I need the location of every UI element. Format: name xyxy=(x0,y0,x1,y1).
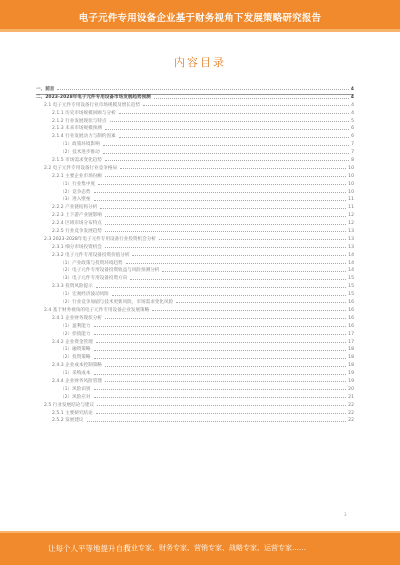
header-bar xyxy=(0,0,400,32)
toc-entry-page: 11 xyxy=(348,197,354,203)
toc-entry[interactable] xyxy=(36,315,354,323)
toc-entry-label: 2.3.2 电子元件专用设备投资价值分析 xyxy=(52,252,130,258)
toc-entry-page: 14 xyxy=(348,260,354,266)
toc-entry[interactable] xyxy=(36,370,354,378)
toc-entry-page: 6 xyxy=(351,126,354,132)
toc-entry-label: 2.1.1 历史市场规模回顾与分析 xyxy=(52,110,116,116)
toc-leader-dots xyxy=(105,231,346,232)
toc-entry-page: 7 xyxy=(351,150,354,156)
toc-entry-page: 13 xyxy=(348,229,354,235)
toc-leader-dots xyxy=(105,129,349,130)
toc-entry-label: （2）竞争态势 xyxy=(60,189,91,195)
toc-entry-label: 2.3.3 投资风险提示 xyxy=(52,284,93,290)
footer-slogan: 让每个人平等地提升自我 xyxy=(48,544,131,553)
toc-leader-dots xyxy=(97,405,346,406)
toc-entry-label: 2.2.5 行业竞争发展趋势 xyxy=(52,229,102,235)
toc-entry-label: 2.5 行业发展结论与建议 xyxy=(44,402,95,408)
toc-leader-dots xyxy=(103,145,349,146)
toc-entry-page: 19 xyxy=(348,371,354,377)
toc-entry-page: 12 xyxy=(348,213,354,219)
toc-entry-page: 18 xyxy=(348,347,354,353)
toc-entry-label: 2.1 电子元件专用设备行业市场规模及增长趋势 xyxy=(44,102,141,108)
footer-accent-line xyxy=(0,531,400,533)
toc-entry[interactable] xyxy=(36,307,354,315)
toc-entry-page: 4 xyxy=(351,110,354,116)
toc-leader-dots xyxy=(132,255,346,256)
toc-leader-dots xyxy=(143,105,349,106)
toc-leader-dots xyxy=(154,98,349,99)
toc-entry-page: 22 xyxy=(348,410,354,416)
toc-entry-label: 2.5.1 主要研究结论 xyxy=(52,410,93,416)
toc-leader-dots xyxy=(94,389,347,390)
toc-entry-label: 2.4 基于财务视角的电子元件专用设备企业发展策略 xyxy=(44,307,150,313)
toc-entry[interactable] xyxy=(36,189,354,197)
toc-leader-dots xyxy=(126,263,346,264)
toc-entry-page: 8 xyxy=(351,158,354,164)
table-of-contents xyxy=(36,86,354,425)
toc-entry-page: 22 xyxy=(348,402,354,408)
toc-entry-label: 2.4.4 企业财务风险管理 xyxy=(52,378,102,384)
toc-entry-label: 2.2.4 区域市场分布特点 xyxy=(52,221,102,227)
toc-entry-page: 22 xyxy=(348,418,354,424)
toc-entry[interactable] xyxy=(36,260,354,268)
toc-leader-dots xyxy=(119,137,349,138)
toc-entry-label: （2）投资策略 xyxy=(60,355,91,361)
toc-entry-label: （1）风险识别 xyxy=(60,386,91,392)
toc-entry[interactable] xyxy=(36,283,354,291)
toc-entry[interactable] xyxy=(36,331,354,339)
toc-leader-dots xyxy=(105,247,346,248)
toc-entry-label: （1）政策环境影响 xyxy=(60,142,100,148)
toc-leader-dots xyxy=(94,326,347,327)
toc-entry-page: 14 xyxy=(348,268,354,274)
toc-leader-dots xyxy=(120,168,346,169)
toc-leader-dots xyxy=(152,310,346,311)
report-title: 电子元件专用设备企业基于财务视角下发展策略研究报告 xyxy=(78,13,322,24)
toc-entry-page: 11 xyxy=(348,205,354,211)
toc-leader-dots xyxy=(57,89,348,90)
toc-entry[interactable] xyxy=(36,133,354,141)
toc-leader-dots xyxy=(119,113,349,114)
toc-entry[interactable] xyxy=(36,204,354,212)
toc-entry-label: 2.3 2023-2028年电子元件专用设备行业投资机会分析 xyxy=(44,236,156,242)
toc-entry-label: 一、前言 xyxy=(36,87,55,92)
toc-leader-dots xyxy=(103,153,349,154)
toc-entry[interactable] xyxy=(36,386,354,394)
toc-entry-label: 2.2.1 主要企业市场份额 xyxy=(52,173,102,179)
toc-leader-dots xyxy=(105,224,346,225)
toc-leader-dots xyxy=(94,350,347,351)
page-number: 3 xyxy=(344,512,347,517)
toc-entry[interactable] xyxy=(36,244,354,252)
toc-entry-page: 17 xyxy=(348,331,354,337)
toc-entry[interactable] xyxy=(36,394,354,402)
toc-leader-dots xyxy=(94,334,347,335)
toc-entry-label: 2.1.4 行业发展动力与制约因素 xyxy=(52,134,116,140)
toc-heading: 内容目录 xyxy=(174,56,226,69)
toc-entry-page: 10 xyxy=(348,181,354,187)
toc-entry-label: （2）风险应对 xyxy=(60,394,91,400)
toc-leader-dots xyxy=(87,421,347,422)
toc-entry-page: 7 xyxy=(351,142,354,148)
toc-leader-dots xyxy=(105,366,346,367)
toc-entry-label: 2.2.2 产业链结构分析 xyxy=(52,205,98,211)
toc-entry-label: 2.1.2 行业发展现状与特点 xyxy=(52,118,107,124)
toc-entry-label: 2.5.2 发展建议 xyxy=(52,418,84,424)
toc-entry-page: 17 xyxy=(348,339,354,345)
toc-entry-label: （1）融资策略 xyxy=(60,347,91,353)
toc-entry[interactable] xyxy=(36,118,354,126)
toc-entry[interactable] xyxy=(36,252,354,260)
toc-entry-page: 20 xyxy=(348,386,354,392)
toc-entry-label: 2.4.3 企业成本控制策略 xyxy=(52,363,102,369)
toc-entry[interactable] xyxy=(36,323,354,331)
toc-entry[interactable] xyxy=(36,165,354,173)
toc-entry-page: 16 xyxy=(348,300,354,306)
toc-entry-page: 4 xyxy=(351,102,354,108)
toc-entry-page: 18 xyxy=(348,363,354,369)
toc-entry-page: 15 xyxy=(348,292,354,298)
toc-leader-dots xyxy=(94,200,347,201)
toc-entry[interactable] xyxy=(36,228,354,236)
toc-leader-dots xyxy=(176,302,346,303)
toc-leader-dots xyxy=(105,318,346,319)
toc-leader-dots xyxy=(94,374,347,375)
toc-leader-dots xyxy=(100,208,346,209)
toc-entry-page: 18 xyxy=(348,355,354,361)
toc-leader-dots xyxy=(105,160,349,161)
toc-entry-label: 2.4.2 企业资金管理 xyxy=(52,339,93,345)
toc-entry[interactable] xyxy=(36,417,354,425)
toc-entry-label: 2.2 电子元件专用设备行业竞争格局 xyxy=(44,165,118,171)
toc-entry-page: 12 xyxy=(348,221,354,227)
toc-entry[interactable] xyxy=(36,212,354,220)
toc-entry-label: （1）宏观经济波动风险 xyxy=(60,292,109,298)
toc-entry[interactable] xyxy=(36,157,354,165)
toc-leader-dots xyxy=(96,342,346,343)
toc-entry-page: 21 xyxy=(348,394,354,400)
toc-entry-page: 10 xyxy=(348,165,354,171)
toc-entry-label: （2）行业竞争加剧与技术更新风险，市场需求变化风险 xyxy=(60,300,174,306)
toc-entry-page: 19 xyxy=(348,378,354,384)
toc-leader-dots xyxy=(98,184,346,185)
toc-entry-page: 13 xyxy=(348,236,354,242)
toc-entry[interactable] xyxy=(36,299,354,307)
toc-entry[interactable] xyxy=(36,346,354,354)
toc-entry[interactable] xyxy=(36,125,354,133)
toc-leader-dots xyxy=(94,192,347,193)
toc-entry[interactable] xyxy=(36,378,354,386)
toc-leader-dots xyxy=(94,397,347,398)
toc-entry-page: 13 xyxy=(348,244,354,250)
toc-entry-label: （1）行业集中度 xyxy=(60,181,96,187)
toc-leader-dots xyxy=(130,279,346,280)
toc-entry-page: 15 xyxy=(348,276,354,282)
toc-entry-label: 2.1.3 未来市场规模预测 xyxy=(52,126,102,132)
toc-leader-dots xyxy=(105,216,346,217)
toc-entry[interactable] xyxy=(36,94,354,102)
toc-entry[interactable] xyxy=(36,236,354,244)
toc-entry[interactable] xyxy=(36,362,354,370)
toc-entry-page: 6 xyxy=(351,134,354,140)
toc-leader-dots xyxy=(159,239,346,240)
toc-entry[interactable] xyxy=(36,141,354,149)
toc-entry-page: 16 xyxy=(348,307,354,313)
toc-entry-label: （3）进入壁垒 xyxy=(60,197,91,203)
footer-expert-tags: 行业专家、财务专家、营销专家、战略专家、运营专家…… xyxy=(124,544,306,552)
toc-leader-dots xyxy=(110,121,350,122)
toc-entry[interactable] xyxy=(36,402,354,410)
toc-entry-label: 2.1.5 市场需求变化趋势 xyxy=(52,158,102,164)
toc-entry[interactable] xyxy=(36,196,354,204)
toc-entry[interactable] xyxy=(36,410,354,418)
toc-entry[interactable] xyxy=(36,275,354,283)
toc-entry-page: 4 xyxy=(350,87,354,92)
toc-entry-page: 10 xyxy=(348,189,354,195)
toc-entry-label: （2）偿债能力 xyxy=(60,331,91,337)
toc-entry-label: （3）电子元件专用设备投资方向 xyxy=(60,276,128,282)
toc-entry-label: 2.3.1 细分市场投资机会 xyxy=(52,244,102,250)
toc-entry-page: 5 xyxy=(351,118,354,124)
toc-entry-page: 4 xyxy=(350,95,354,101)
toc-entry[interactable] xyxy=(36,339,354,347)
toc-entry[interactable] xyxy=(36,173,354,181)
toc-leader-dots xyxy=(162,271,346,272)
footer-bar xyxy=(0,531,400,565)
toc-entry[interactable] xyxy=(36,291,354,299)
toc-entry-page: 14 xyxy=(348,252,354,258)
toc-entry[interactable] xyxy=(36,181,354,189)
toc-entry-label: （1）盈利能力 xyxy=(60,323,91,329)
toc-leader-dots xyxy=(96,287,346,288)
toc-entry-label: 2.4.1 企业财务现状分析 xyxy=(52,315,102,321)
toc-entry[interactable] xyxy=(36,86,354,94)
toc-entry[interactable] xyxy=(36,102,354,110)
toc-entry[interactable] xyxy=(36,110,354,118)
toc-entry-label: （1）采购成本 xyxy=(60,371,91,377)
toc-entry[interactable] xyxy=(36,149,354,157)
toc-entry-page: 10 xyxy=(348,173,354,179)
toc-entry-page: 16 xyxy=(348,315,354,321)
toc-entry[interactable] xyxy=(36,267,354,275)
toc-entry[interactable] xyxy=(36,220,354,228)
toc-entry-label: （2）电子元件专用设备投资收益与风险预测分析 xyxy=(60,268,160,274)
toc-leader-dots xyxy=(105,381,346,382)
toc-entry-label: 2.2.3 上下游产业链影响 xyxy=(52,213,102,219)
toc-leader-dots xyxy=(94,358,347,359)
toc-leader-dots xyxy=(112,295,346,296)
header-accent-line xyxy=(0,29,400,32)
toc-leader-dots xyxy=(105,176,346,177)
toc-entry-label: （2）技术进步推动 xyxy=(60,150,100,156)
toc-entry-page: 16 xyxy=(348,323,354,329)
toc-leader-dots xyxy=(96,413,346,414)
toc-entry-page: 15 xyxy=(348,284,354,290)
toc-entry-label: （1）产业政策与投资环境趋势 xyxy=(60,260,123,266)
toc-entry[interactable] xyxy=(36,354,354,362)
toc-entry-label: 二、2023-2028年电子元件专用设备市场发展趋势预测 xyxy=(36,95,151,101)
